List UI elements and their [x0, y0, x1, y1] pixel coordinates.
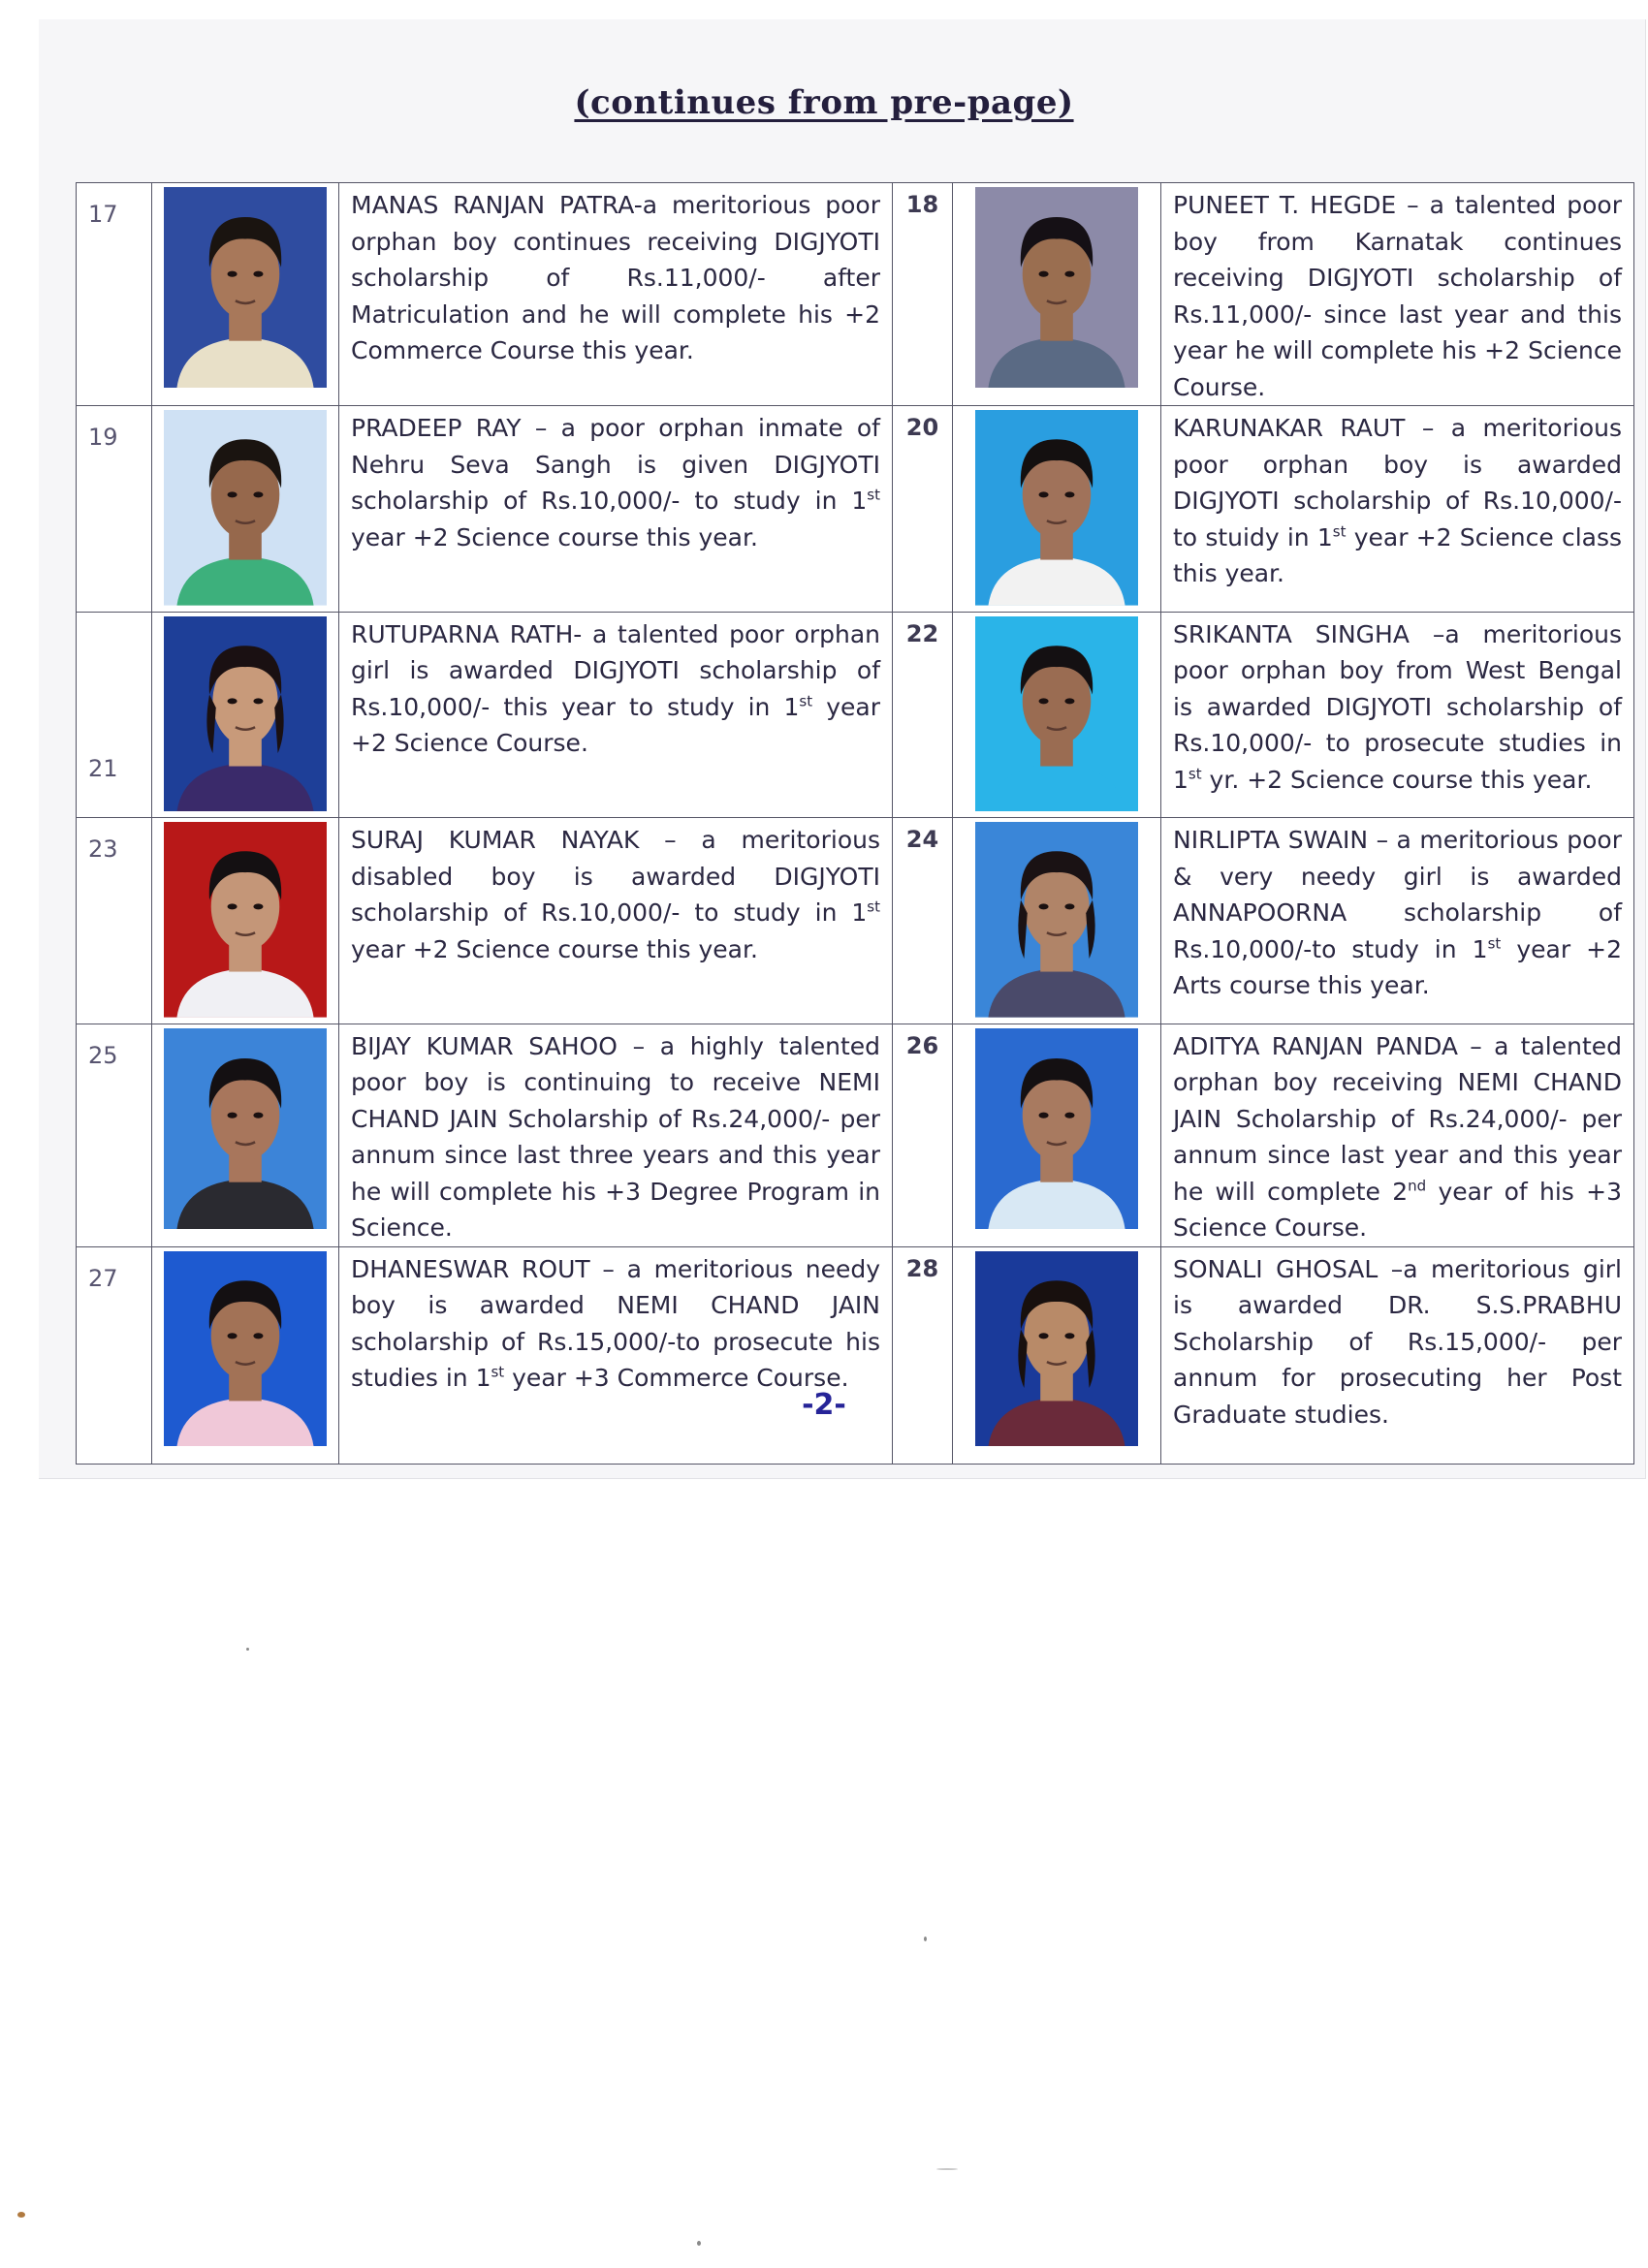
entry-number: 18	[893, 183, 953, 406]
entry-description	[339, 818, 893, 1024]
continues-title: (continues from pre-page)	[574, 83, 1074, 122]
entry-description	[1161, 612, 1634, 818]
photo-svg	[164, 187, 327, 388]
scan-speck	[17, 2212, 25, 2218]
photo-svg	[975, 410, 1138, 606]
scholarship-text: – a meritorious disabled boy is awarded DIGJYOTI scholarship of Rs.10,000/- to study in 1st year +2 Science course this year.	[351, 826, 880, 963]
entry-description	[339, 1246, 893, 1464]
entry-description	[339, 183, 893, 406]
student-name: SRIKANTA SINGHA	[1173, 619, 1410, 648]
scholarship-text: –a meritorious girl is awarded DR. S.S.PRABHU Scholarship of Rs.15,000/- per annum for prosecuting her Post Graduate studies.	[1173, 1254, 1622, 1429]
student-name: BIJAY KUMAR SAHOO	[351, 1031, 618, 1060]
scholarship-text: –a meritorious poor orphan boy from West Bengal is awarded DIGJYOTI scholarship of Rs.10,000/- to prosecute studies in 1st yr. +2 Science course this year.	[1173, 619, 1622, 794]
scan-speck	[697, 2241, 701, 2246]
entry-number: 28	[893, 1246, 953, 1464]
entry-number: 21	[77, 612, 152, 818]
entry-number: 22	[893, 612, 953, 818]
scholarship-text: - a talented poor orphan girl is awarded DIGJYOTI scholarship of Rs.10,000/- this year to study in 1st year +2 Science Course.	[351, 619, 880, 758]
student-photo	[975, 1028, 1138, 1229]
scholarship-text: – a poor orphan inmate of Nehru Seva Sangh is given DIGJYOTI scholarship of Rs.10,000/- to study in 1st year +2 Science course this year.	[351, 414, 880, 551]
photo-cell	[152, 406, 339, 613]
entry-number: 19	[77, 406, 152, 613]
scan-speck	[936, 2168, 958, 2170]
photo-cell	[953, 183, 1161, 406]
student-photo	[975, 410, 1138, 606]
scholarship-text: – a meritorious poor orphan boy is awarded DIGJYOTI scholarship of Rs.10,000/- to stuidy in 1st year +2 Science class this year.	[1173, 414, 1623, 587]
photo-svg	[164, 822, 327, 1018]
entry-number: 20	[893, 406, 953, 613]
student-photo	[164, 822, 327, 1018]
photo-svg	[975, 822, 1138, 1018]
scholarship-text: – a talented poor boy from Karnatak continues receiving DIGJYOTI scholarship of Rs.11,000/- since last year and this year he will complete his +2 Science Course.	[1173, 191, 1622, 401]
photo-cell	[953, 406, 1161, 613]
entry-description	[1161, 1246, 1634, 1464]
student-name: DHANESWAR ROUT	[351, 1254, 590, 1283]
student-name: KARUNAKAR RAUT	[1173, 414, 1406, 442]
student-photo	[975, 616, 1138, 812]
student-photo	[975, 822, 1138, 1018]
entry-number: 23	[77, 818, 152, 1024]
table-row	[77, 406, 1634, 613]
entry-description	[339, 612, 893, 818]
photo-cell	[152, 612, 339, 818]
scan-speck	[246, 1648, 249, 1651]
student-name: SONALI GHOSAL	[1173, 1254, 1379, 1283]
entry-number: 25	[77, 1024, 152, 1246]
student-name: NIRLIPTA SWAIN	[1173, 826, 1369, 855]
photo-svg	[164, 1028, 327, 1229]
photo-svg	[975, 1028, 1138, 1229]
student-name: PRADEEP RAY	[351, 414, 522, 442]
table-row	[77, 818, 1634, 1024]
scholarship-text: -a meritorious poor orphan boy continues receiving DIGJYOTI scholarship of Rs.11,000/- after Matriculation and he will complete his +2 Commerce Course this year.	[351, 191, 880, 364]
entry-description	[1161, 406, 1634, 613]
photo-cell	[953, 818, 1161, 1024]
entry-description	[339, 1024, 893, 1246]
table-row	[77, 612, 1634, 818]
scholarship-table	[76, 182, 1634, 1465]
student-name: RUTUPARNA RATH	[351, 619, 574, 648]
scholarship-text: – a highly talented poor boy is continuing to receive NEMI CHAND JAIN Scholarship of Rs.24,000/- per annum since last three years and this year he will complete his +3 Degree Program in Science.	[351, 1031, 880, 1243]
table-row	[77, 1024, 1634, 1246]
photo-cell	[152, 1246, 339, 1464]
table-row	[77, 1246, 1634, 1464]
student-photo	[164, 1028, 327, 1229]
student-name: SURAJ KUMAR NAYAK	[351, 826, 640, 855]
student-photo	[164, 616, 327, 812]
entry-number: 17	[77, 183, 152, 406]
photo-cell	[152, 1024, 339, 1246]
student-photo	[164, 187, 327, 388]
entry-description	[1161, 1024, 1634, 1246]
scholarship-text: – a meritorious needy boy is awarded NEMI CHAND JAIN scholarship of Rs.15,000/-to prosecute his studies in 1st year +3 Commerce Course.	[351, 1254, 880, 1393]
entry-number: 26	[893, 1024, 953, 1246]
student-name: MANAS RANJAN PATRA	[351, 191, 634, 219]
photo-svg	[975, 187, 1138, 388]
photo-svg	[164, 616, 327, 812]
table-row	[77, 183, 1634, 406]
photo-svg	[164, 410, 327, 606]
student-name: PUNEET T. HEGDE	[1173, 191, 1397, 219]
page-heading	[0, 83, 1648, 122]
entry-number: 24	[893, 818, 953, 1024]
entry-number: 27	[77, 1246, 152, 1464]
photo-cell	[152, 818, 339, 1024]
student-name: ADITYA RANJAN PANDA	[1173, 1031, 1459, 1060]
entry-description	[1161, 818, 1634, 1024]
photo-cell	[953, 1024, 1161, 1246]
student-photo	[975, 187, 1138, 388]
photo-cell	[953, 1246, 1161, 1464]
scholarship-text: – a talented orphan boy receiving NEMI CHAND JAIN Scholarship of Rs.24,000/- per annum since last year and this year he will complete 2nd year of his +3 Science Course.	[1173, 1031, 1623, 1243]
photo-cell	[953, 612, 1161, 818]
photo-svg	[975, 616, 1138, 812]
scholarship-text: – a meritorious poor & very needy girl is awarded ANNAPOORNA scholarship of Rs.10,000/-to study in 1st year +2 Arts course this year.	[1173, 826, 1622, 1000]
photo-cell	[152, 183, 339, 406]
entry-description	[1161, 183, 1634, 406]
scan-speck	[924, 1937, 927, 1941]
student-photo	[164, 410, 327, 606]
page-number: -2-	[802, 1388, 846, 1422]
entry-description	[339, 406, 893, 613]
